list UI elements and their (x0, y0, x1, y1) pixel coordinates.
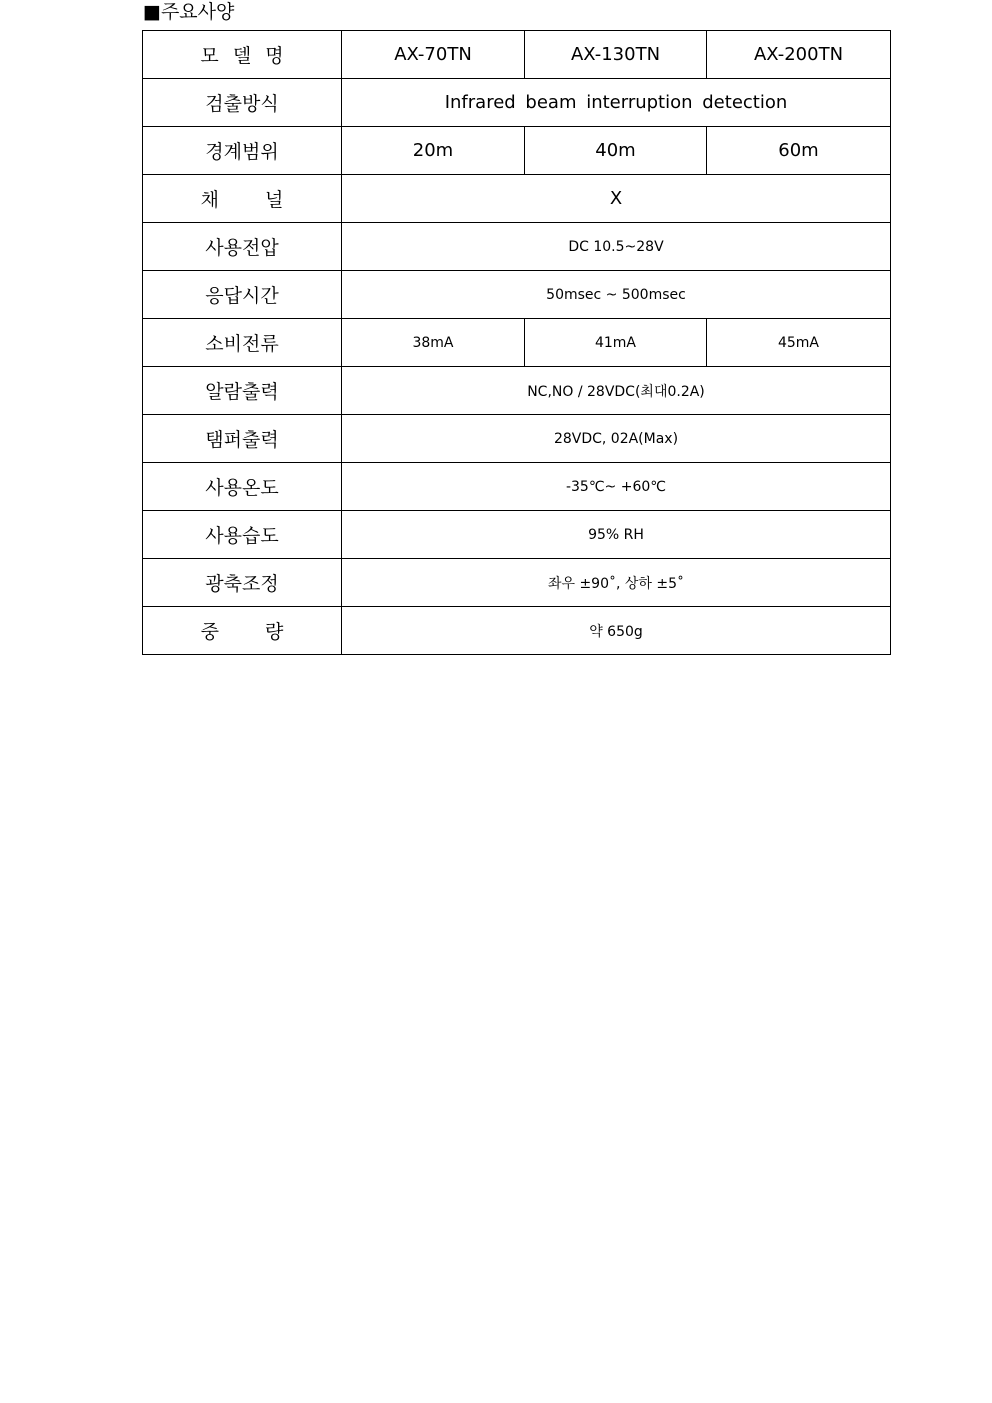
label-model: 모 델 명 (143, 31, 342, 79)
label-axis-adjust: 광축조정 (143, 559, 342, 607)
row-humidity (143, 511, 891, 559)
value-alarm-output: NC,NO / 28VDC(최대0.2A) (342, 367, 891, 415)
row-tamper-output (143, 415, 891, 463)
label-response: 응답시간 (143, 271, 342, 319)
row-detection (143, 79, 891, 127)
label-humidity: 사용습도 (143, 511, 342, 559)
row-alarm-output (143, 367, 891, 415)
value-tamper-output: 28VDC, 02A(Max) (342, 415, 891, 463)
row-axis-adjust (143, 559, 891, 607)
value-range-ax130tn: 40m (525, 127, 707, 175)
label-temperature: 사용온도 (143, 463, 342, 511)
section-heading: ■주요사양 (143, 1, 235, 23)
label-range: 경계범위 (143, 127, 342, 175)
value-temperature: -35℃~ +60℃ (342, 463, 891, 511)
row-model (143, 31, 891, 79)
value-current-ax70tn: 38mA (342, 319, 525, 367)
value-current-ax130tn: 41mA (525, 319, 707, 367)
row-response (143, 271, 891, 319)
value-axis-adjust: 좌우 ±90˚, 상하 ±5˚ (342, 559, 891, 607)
value-current-ax200tn: 45mA (707, 319, 891, 367)
row-temperature (143, 463, 891, 511)
row-channel (143, 175, 891, 223)
value-response: 50msec ~ 500msec (342, 271, 891, 319)
row-current (143, 319, 891, 367)
value-voltage: DC 10.5~28V (342, 223, 891, 271)
row-weight (143, 607, 891, 655)
value-model-ax200tn: AX-200TN (707, 31, 891, 79)
label-weight: 중 량 (143, 607, 342, 655)
value-model-ax70tn: AX-70TN (342, 31, 525, 79)
value-channel: X (342, 175, 891, 223)
label-tamper-output: 탬퍼출력 (143, 415, 342, 463)
value-range-ax200tn: 60m (707, 127, 891, 175)
label-voltage: 사용전압 (143, 223, 342, 271)
row-range (143, 127, 891, 175)
label-detection: 검출방식 (143, 79, 342, 127)
value-detection: Infrared beam interruption detection (342, 79, 891, 127)
label-current: 소비전류 (143, 319, 342, 367)
value-weight: 약 650g (342, 607, 891, 655)
value-model-ax130tn: AX-130TN (525, 31, 707, 79)
value-range-ax70tn: 20m (342, 127, 525, 175)
label-channel: 채 널 (143, 175, 342, 223)
row-voltage (143, 223, 891, 271)
label-alarm-output: 알람출력 (143, 367, 342, 415)
spec-table (142, 30, 891, 655)
value-humidity: 95% RH (342, 511, 891, 559)
